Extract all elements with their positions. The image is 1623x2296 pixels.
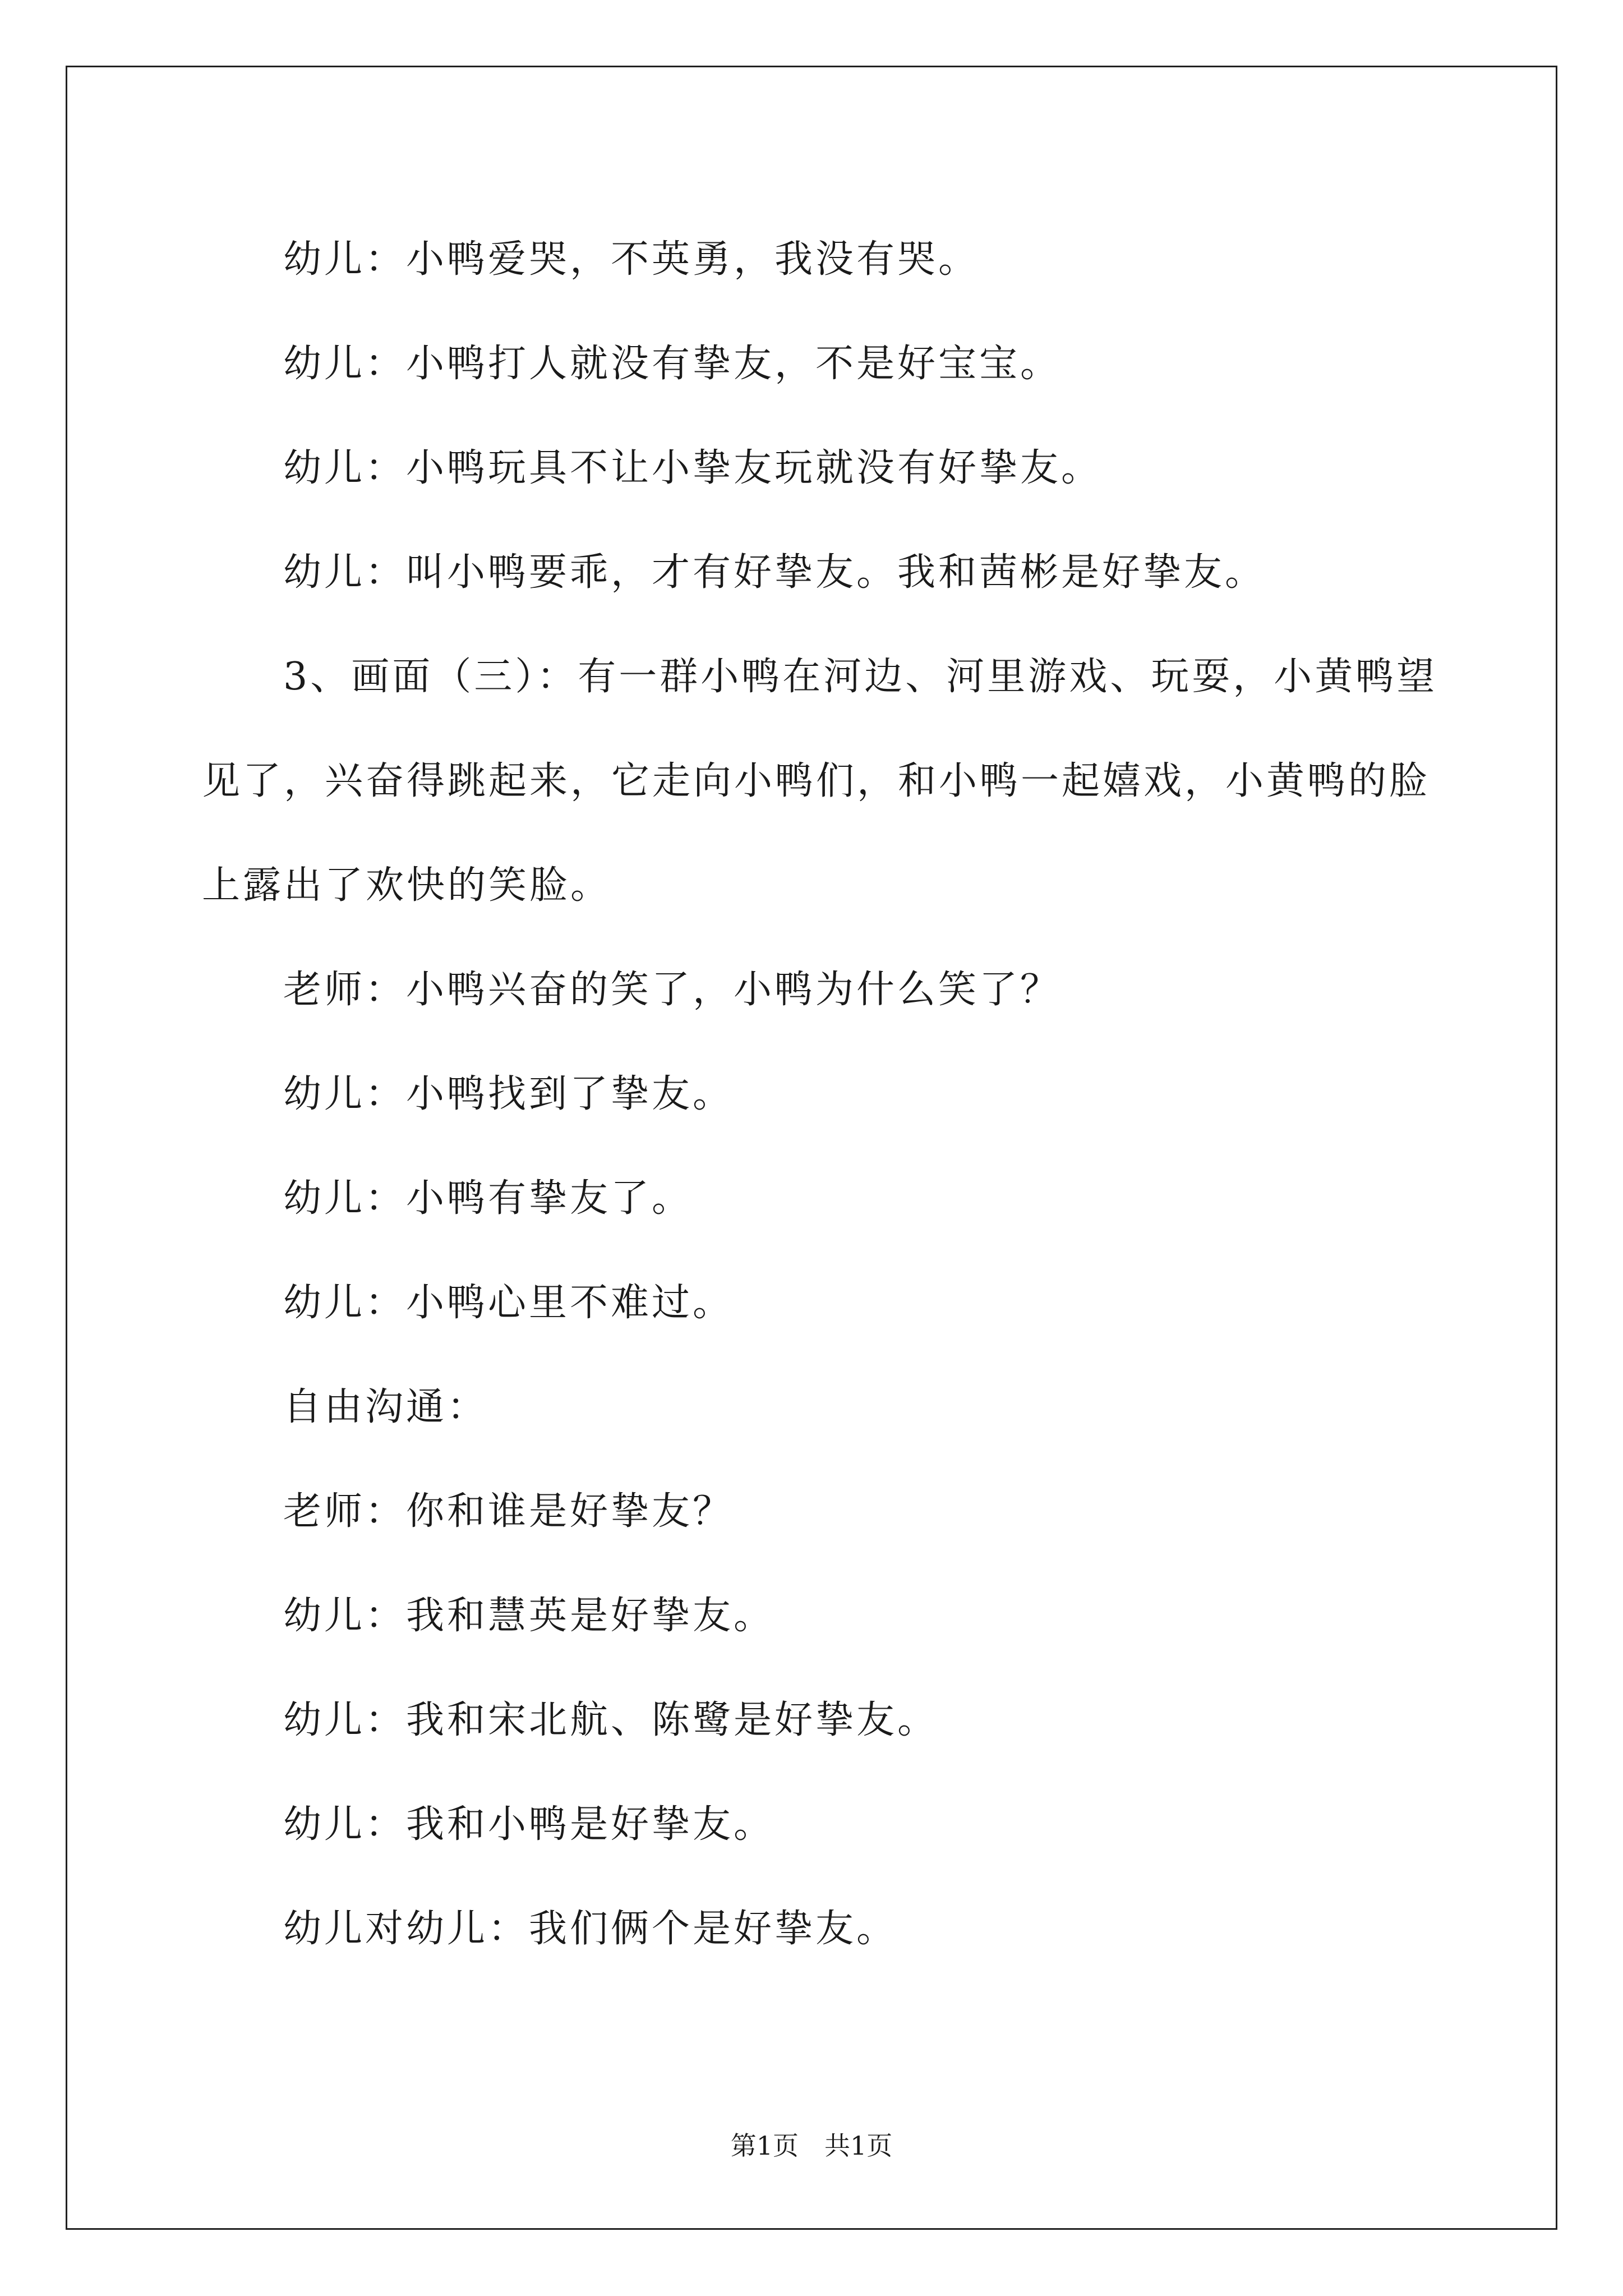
document-body [202,208,1458,1981]
paragraph: 老师：小鸭兴奋的笑了，小鸭为什么笑了？ [283,968,1062,1012]
paragraph: 自由沟通： [283,1385,488,1429]
paragraph: 老师：你和谁是好挚友？ [283,1489,734,1534]
paragraph: 幼儿：小鸭打人就没有挚友，不是好宝宝。 [283,342,1062,386]
paragraph: 幼儿：小鸭有挚友了。 [283,1176,693,1221]
paragraph: 幼儿：叫小鸭要乖，才有好挚友。我和茜彬是好挚友。 [283,550,1266,595]
paragraph: 幼儿：我和慧英是好挚友。 [283,1594,775,1638]
page-number-footer: 第1页 共1页 [730,2131,893,2161]
paragraph: 3、画面（三）：有一群小鸭在河边、河里游戏、玩耍，小黄鸭望见了，兴奋得跳起来，它走向小鸭们，和小鸭一起嬉戏，小黄鸭的脸上露出了欢快的笑脸。 [202,655,1438,908]
paragraph: 幼儿：我和小鸭是好挚友。 [283,1802,775,1847]
paragraph: 幼儿：小鸭心里不难过。 [283,1281,734,1325]
paragraph: 幼儿：小鸭爱哭，不英勇，我没有哭。 [283,237,980,282]
paragraph: 幼儿对幼儿：我们俩个是好挚友。 [283,1907,898,1951]
paragraph: 幼儿：我和宋北航、陈鹭是好挚友。 [283,1698,939,1742]
paragraph: 幼儿：小鸭找到了挚友。 [283,1072,734,1116]
paragraph: 幼儿：小鸭玩具不让小挚友玩就没有好挚友。 [283,446,1103,490]
